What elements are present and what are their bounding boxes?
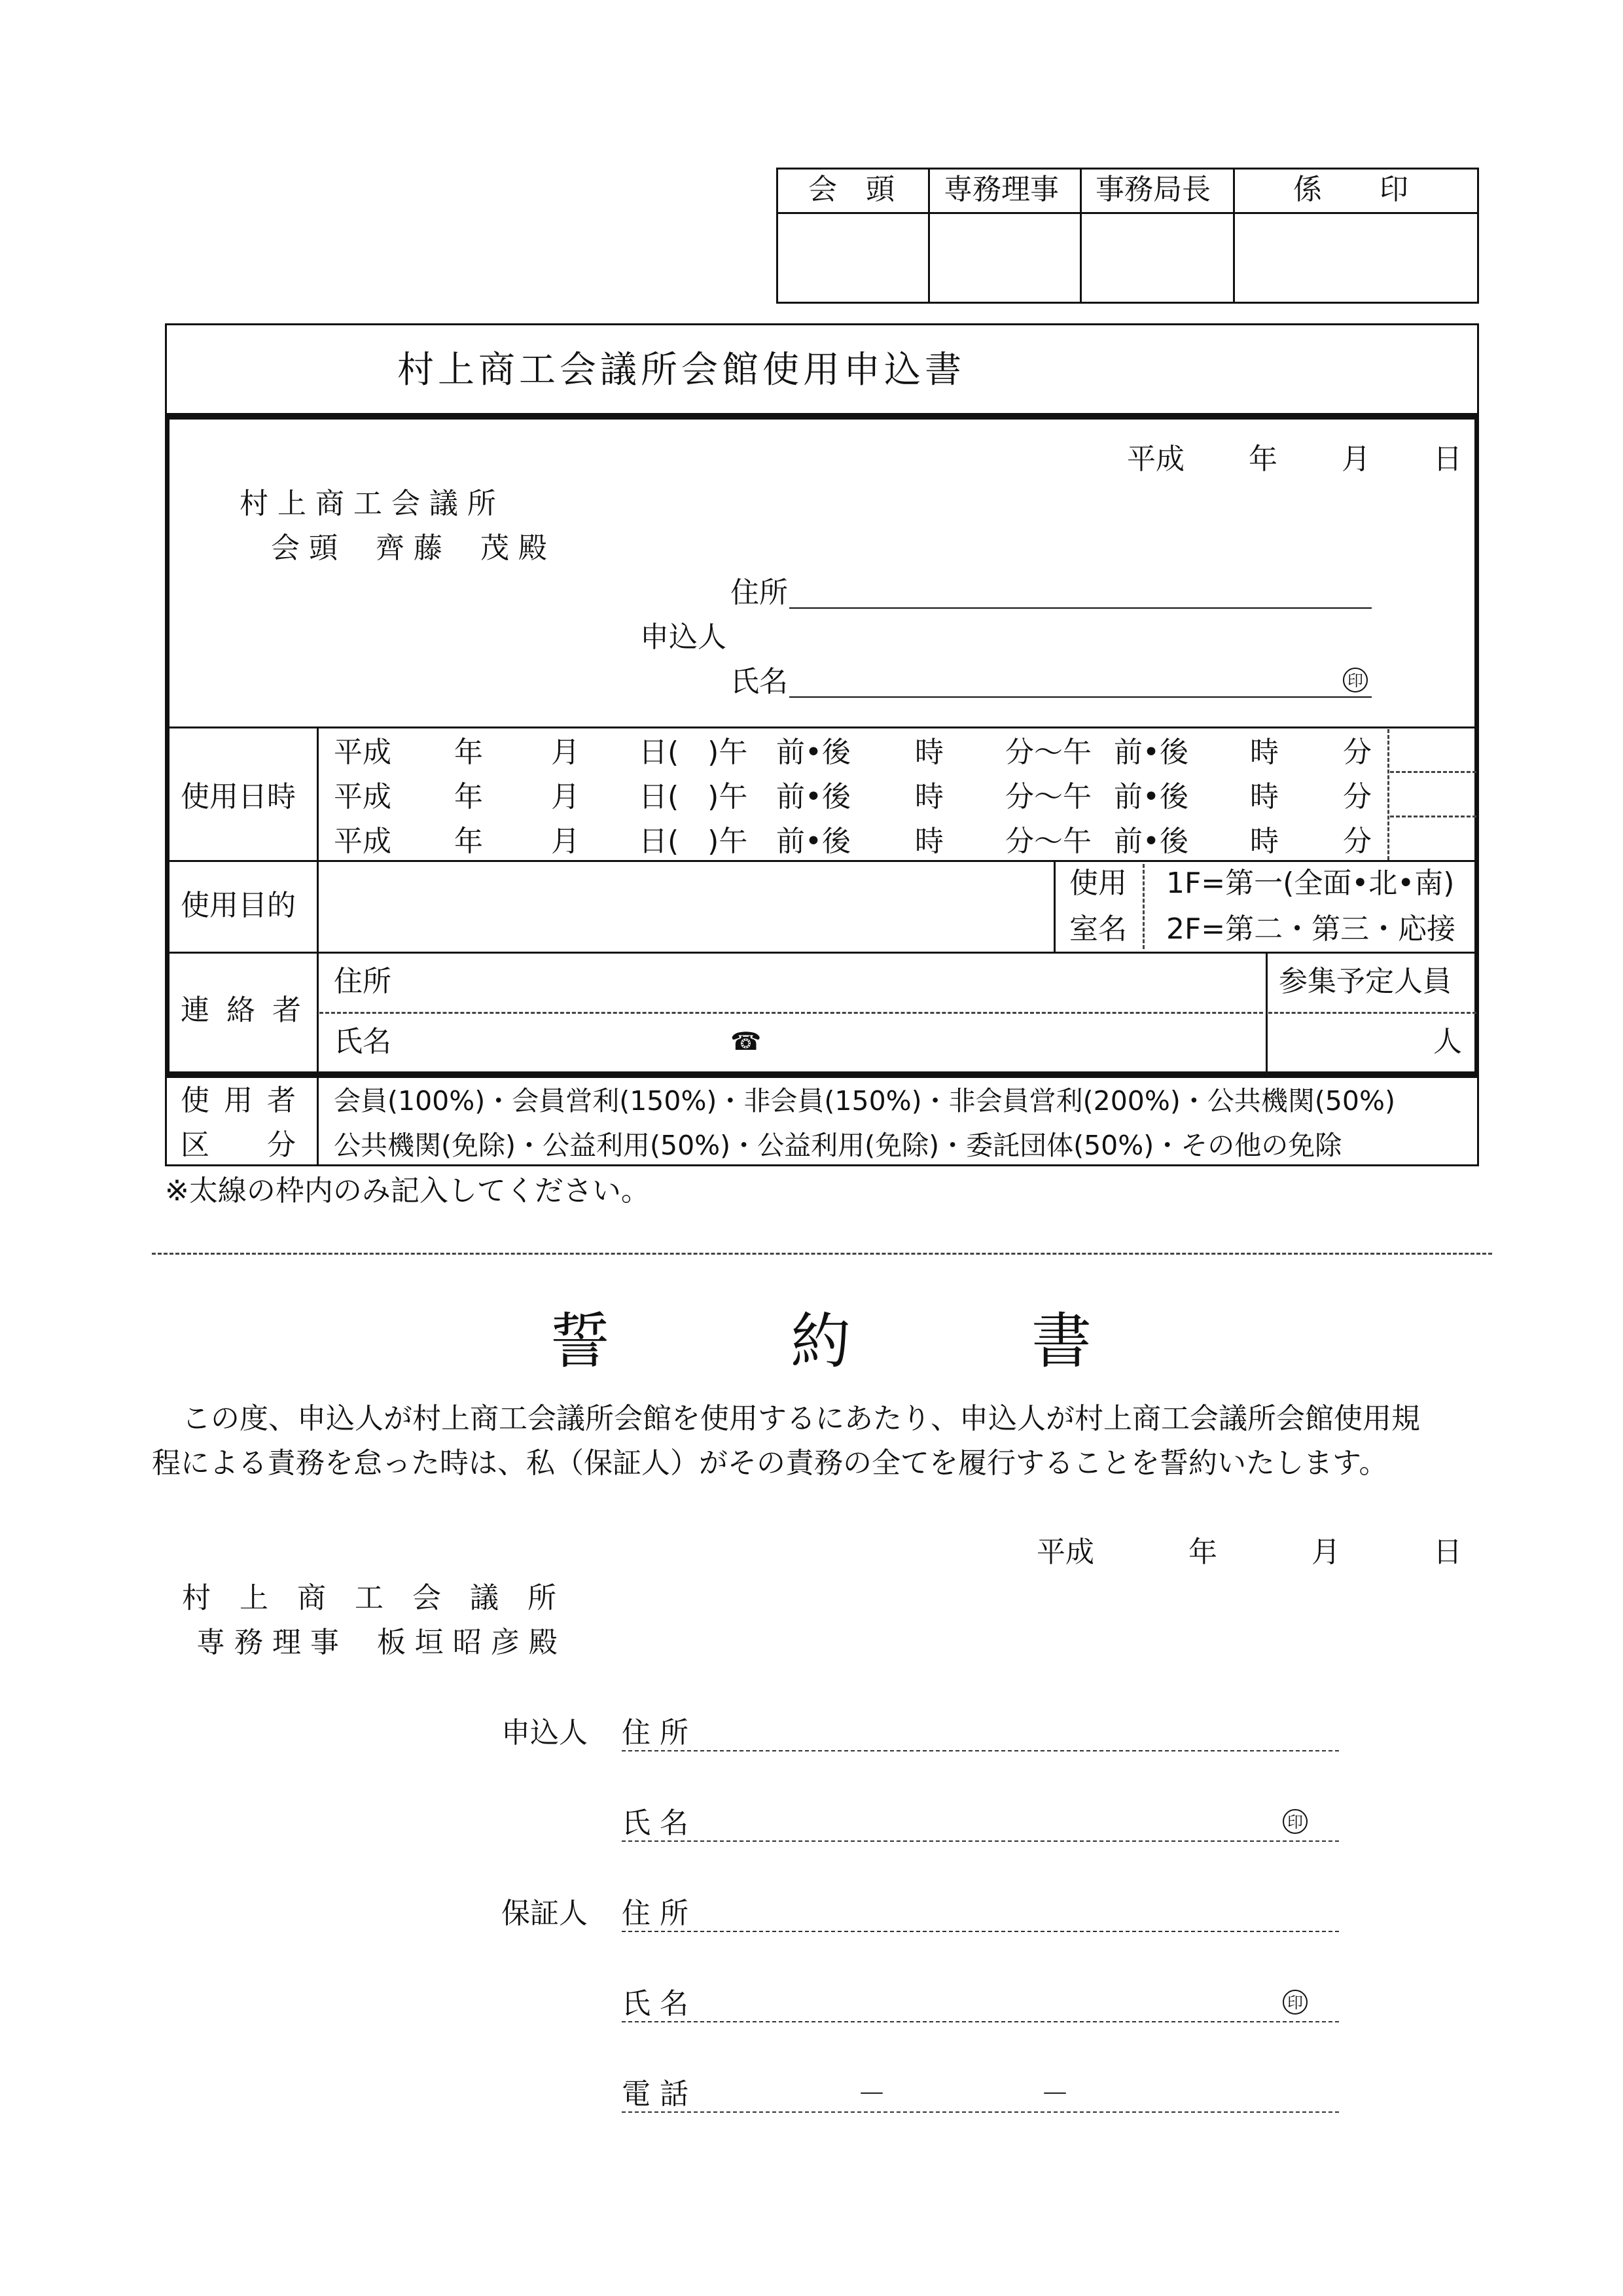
approval-cell-staff-seal[interactable] xyxy=(1236,216,1476,301)
usage-minute-start: 分〜午 xyxy=(1005,780,1092,814)
pledge-guarantor-label: 保証人 xyxy=(501,1897,588,1930)
attendees-field[interactable] xyxy=(1271,1018,1435,1071)
usage-hour-end: 時 xyxy=(1250,825,1279,858)
pledge-addressee-org: 村 上 商 工 会 議 所 xyxy=(182,1581,556,1615)
approval-col-divider xyxy=(1233,168,1235,304)
approval-divider xyxy=(776,212,1479,214)
category-label-line1: 使 用 者 xyxy=(181,1084,298,1117)
usage-ampm-start: 前•後 xyxy=(776,736,851,769)
phone-icon: ☎ xyxy=(730,1027,762,1056)
usage-era: 平成 xyxy=(334,736,391,769)
room-label-line1: 使用 xyxy=(1069,867,1127,900)
usage-ampm-end: 前•後 xyxy=(1114,780,1188,814)
pledge-guarantor-address-label: 住 所 xyxy=(622,1897,688,1930)
seal-icon: 印 xyxy=(1283,1809,1308,1834)
applicant-address-field[interactable] xyxy=(789,607,1372,609)
usage-day: 日( )午 xyxy=(639,736,748,769)
category-options-line2[interactable]: 公共機関(免除)・公益利用(50%)・公益利用(免除)・委託団体(50%)・その他の免除 xyxy=(334,1130,1342,1161)
room-label-line2: 室名 xyxy=(1069,912,1127,946)
contact-name-field[interactable] xyxy=(399,1018,726,1071)
purpose-field[interactable] xyxy=(322,864,1048,949)
usage-year: 年 xyxy=(454,780,483,814)
category-label-line2: 区 分 xyxy=(181,1128,296,1162)
pledge-applicant-name-label: 氏 名 xyxy=(622,1806,688,1840)
form-date-month: 月 xyxy=(1342,442,1370,476)
usage-minute-end: 分 xyxy=(1343,736,1372,769)
pledge-body-line2: 程による責務を怠った時は、私（保証人）がその責務の全てを履行することを誓約いたします。 xyxy=(152,1446,1388,1480)
room-option-2f[interactable]: 2F=第二・第三・応接 xyxy=(1166,912,1456,946)
usage-day: 日( )午 xyxy=(639,780,748,814)
usage-ampm-start: 前•後 xyxy=(776,825,851,858)
pledge-date-year: 年 xyxy=(1188,1535,1217,1569)
usage-hour-end: 時 xyxy=(1250,736,1279,769)
attendees-col-divider xyxy=(1266,952,1268,1076)
usage-month: 月 xyxy=(551,780,580,814)
pledge-applicant-name-field[interactable] xyxy=(622,1840,1339,1842)
form-addressee-person: 会 頭 齊 藤 茂 殿 xyxy=(271,531,547,565)
approval-header-managing-director: 専務理事 xyxy=(944,173,1059,206)
applicant-address-label: 住所 xyxy=(730,576,788,609)
usage-date-dashed-divider xyxy=(1387,729,1389,860)
form-date-day: 日 xyxy=(1433,442,1462,476)
cut-line xyxy=(152,1253,1492,1255)
row-divider xyxy=(168,952,1476,954)
contact-label: 連 絡 者 xyxy=(181,994,305,1027)
pledge-date-input[interactable] xyxy=(1113,1532,1453,1571)
pledge-title: 誓 約 書 xyxy=(550,1306,1092,1376)
usage-era: 平成 xyxy=(334,825,391,858)
approval-cell-managing-director[interactable] xyxy=(931,216,1079,301)
phone-dash: － xyxy=(1041,2077,1069,2111)
form-date-input[interactable] xyxy=(1204,439,1453,478)
usage-era: 平成 xyxy=(334,780,391,814)
applicant-label: 申込人 xyxy=(640,620,726,654)
approval-cell-president[interactable] xyxy=(779,216,927,301)
pledge-guarantor-phone-label: 電 話 xyxy=(622,2077,688,2111)
usage-month: 月 xyxy=(551,825,580,858)
usage-minute-end: 分 xyxy=(1343,780,1372,814)
label-col-divider xyxy=(317,726,319,1076)
usage-ampm-start: 前•後 xyxy=(776,780,851,814)
form-addressee-org: 村 上 商 工 会 議 所 xyxy=(240,487,496,520)
form-date-year: 年 xyxy=(1249,442,1277,476)
pledge-guarantor-name-label: 氏 名 xyxy=(622,1987,688,2020)
usage-date-dashed-divider xyxy=(1390,816,1476,817)
usage-minute-end: 分 xyxy=(1343,825,1372,858)
phone-dash: － xyxy=(857,2077,886,2111)
seal-icon: 印 xyxy=(1343,668,1368,692)
pledge-guarantor-name-field[interactable] xyxy=(622,2021,1339,2022)
pledge-guarantor-address-field[interactable] xyxy=(622,1931,1339,1932)
usage-year: 年 xyxy=(454,736,483,769)
applicant-name-label: 氏名 xyxy=(730,665,788,698)
usage-year: 年 xyxy=(454,825,483,858)
pledge-guarantor-phone-field[interactable] xyxy=(622,2111,1339,2113)
approval-cell-secretary-general[interactable] xyxy=(1082,216,1230,301)
approval-header-president: 会 頭 xyxy=(808,173,895,206)
usage-minute-start: 分〜午 xyxy=(1005,736,1092,769)
attendees-label: 参集予定人員 xyxy=(1279,965,1452,998)
approval-header-secretary-general: 事務局長 xyxy=(1096,173,1211,206)
usage-date-dashed-divider xyxy=(1390,771,1476,773)
category-options-line1[interactable]: 会員(100%)・会員営利(150%)・非会員(150%)・非会員営利(200%)・公共機関(50%) xyxy=(334,1085,1395,1117)
pledge-body-line1: この度、申込人が村上商工会議所会館を使用するにあたり、申込人が村上商工会議所会館使用規 xyxy=(182,1402,1420,1435)
pledge-date-day: 日 xyxy=(1433,1535,1462,1569)
usage-date-label: 使用日時 xyxy=(181,780,296,814)
usage-hour-end: 時 xyxy=(1250,780,1279,814)
usage-minute-start: 分〜午 xyxy=(1005,825,1092,858)
applicant-name-field[interactable] xyxy=(789,696,1372,698)
contact-phone-field[interactable] xyxy=(766,1018,1263,1071)
pledge-addressee-person: 専 務 理 事 板 垣 昭 彦 殿 xyxy=(196,1626,558,1659)
attendees-unit: 人 xyxy=(1433,1025,1462,1058)
contact-address-label: 住所 xyxy=(334,965,391,998)
approval-col-divider xyxy=(1080,168,1082,304)
form-date-era: 平成 xyxy=(1127,442,1185,476)
room-option-1f[interactable]: 1F=第一(全面•北•南) xyxy=(1166,867,1455,900)
usage-hour-start: 時 xyxy=(915,780,944,814)
row-divider xyxy=(168,860,1476,862)
form-note: ※太線の枠内のみ記入してください。 xyxy=(165,1174,650,1208)
room-dashed-divider xyxy=(1143,864,1145,949)
usage-hour-start: 時 xyxy=(915,736,944,769)
contact-name-label: 氏名 xyxy=(334,1025,391,1058)
usage-ampm-end: 前•後 xyxy=(1114,736,1188,769)
purpose-label: 使用目的 xyxy=(181,889,296,922)
approval-header-staff-seal: 係 印 xyxy=(1293,173,1408,206)
usage-day: 日( )午 xyxy=(639,825,748,858)
usage-ampm-end: 前•後 xyxy=(1114,825,1188,858)
pledge-applicant-address-label: 住 所 xyxy=(622,1716,688,1749)
usage-month: 月 xyxy=(551,736,580,769)
contact-dashed-divider xyxy=(319,1012,1263,1014)
row-divider xyxy=(168,726,1476,728)
pledge-date-era: 平成 xyxy=(1037,1535,1094,1569)
pledge-applicant-address-field[interactable] xyxy=(622,1750,1339,1751)
approval-col-divider xyxy=(928,168,930,304)
form-title: 村上商工会議所会館使用申込書 xyxy=(397,349,965,391)
attendees-dashed-divider xyxy=(1268,1012,1476,1014)
pledge-applicant-label: 申込人 xyxy=(501,1716,588,1749)
label-col-divider xyxy=(317,1076,319,1166)
seal-icon: 印 xyxy=(1283,1990,1308,2015)
usage-hour-start: 時 xyxy=(915,825,944,858)
pledge-date-month: 月 xyxy=(1311,1535,1340,1569)
contact-address-field[interactable] xyxy=(399,960,1263,1005)
room-col-divider xyxy=(1054,860,1056,952)
